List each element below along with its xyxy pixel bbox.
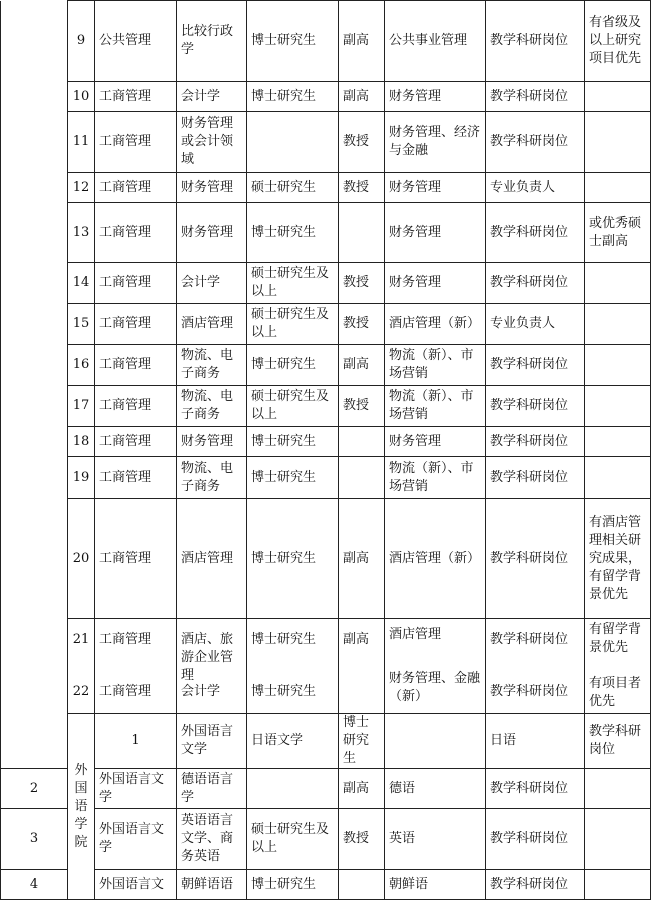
note-cell-pair: 有留学背景优先 有项目者优先 xyxy=(585,619,651,714)
title-cell-pair: 副高 xyxy=(339,619,385,714)
row-number: 14 xyxy=(68,263,95,304)
school-cell-top xyxy=(1,1,68,769)
row-number: 9 xyxy=(68,1,95,82)
post-cell: 教学科研岗位 xyxy=(486,203,585,263)
table-row xyxy=(1,304,651,345)
degree-cell: 博士研究生 xyxy=(247,499,339,619)
degree-cell: 博士研究生 xyxy=(247,203,339,263)
direction-cell: 财务管理 xyxy=(385,173,486,203)
degree-cell: 博士研究生 xyxy=(339,714,385,769)
direction-cell: 英语 xyxy=(385,809,486,870)
major-cell: 英语语言文学、商务英语 xyxy=(177,809,247,870)
note-cell xyxy=(585,870,651,900)
direction-cell: 酒店管理（新） xyxy=(385,499,486,619)
major-cell: 比较行政学 xyxy=(177,1,247,82)
table-row xyxy=(1,112,651,173)
title-cell xyxy=(339,427,385,457)
post-cell: 教学科研岗位 xyxy=(486,112,585,173)
table-row xyxy=(1,1,651,82)
row-number: 1 xyxy=(95,714,177,769)
direction-cell: 物流（新）、市场营销 xyxy=(385,345,486,386)
row-number: 20 xyxy=(68,499,95,619)
title-cell: 教授 xyxy=(339,304,385,345)
post-cell: 教学科研岗位 xyxy=(486,82,585,112)
major-cell: 财务管理或会计领域 xyxy=(177,112,247,173)
direction-cell: 财务管理、经济与金融 xyxy=(385,112,486,173)
major-cell: 会计学 xyxy=(177,263,247,304)
degree-cell-pair: 博士研究生 博士研究生 xyxy=(247,619,339,714)
direction-cell: 朝鲜语 xyxy=(385,870,486,900)
dept-cell: 工商管理 xyxy=(95,304,177,345)
row-number: 16 xyxy=(68,345,95,386)
row-number: 15 xyxy=(68,304,95,345)
degree-cell xyxy=(247,769,339,809)
dept-cell: 工商管理 xyxy=(95,457,177,499)
row-number: 2 xyxy=(1,769,68,809)
major-cell: 日语文学 xyxy=(247,714,339,769)
title-cell xyxy=(385,714,486,769)
title-cell xyxy=(339,203,385,263)
row-number: 19 xyxy=(68,457,95,499)
post-cell: 教学科研岗位 xyxy=(486,457,585,499)
note-cell: 有省级及以上研究项目优先 xyxy=(585,1,651,82)
direction-cell: 财务管理 xyxy=(385,427,486,457)
dept-cell: 外国语言文学 xyxy=(177,714,247,769)
post-cell: 教学科研岗位 xyxy=(585,714,651,769)
table-row xyxy=(1,386,651,427)
degree-cell: 硕士研究生及以上 xyxy=(247,263,339,304)
post-cell: 教学科研岗位 xyxy=(486,870,585,900)
direction-cell: 物流（新）、市场营销 xyxy=(385,457,486,499)
title-cell: 副高 xyxy=(339,499,385,619)
dept-cell-pair: 工商管理 工商管理 xyxy=(95,619,177,714)
note-cell xyxy=(585,263,651,304)
major-cell: 财务管理 xyxy=(177,173,247,203)
school-cell: 外国语学院 xyxy=(68,714,95,900)
title-cell: 副高 xyxy=(339,82,385,112)
note-cell xyxy=(585,769,651,809)
major-cell: 物流、电子商务 xyxy=(177,345,247,386)
post-cell: 教学科研岗位 xyxy=(486,386,585,427)
row-number: 17 xyxy=(68,386,95,427)
major-cell: 物流、电子商务 xyxy=(177,457,247,499)
dept-cell: 外国语言文学 xyxy=(95,769,177,809)
title-cell: 教授 xyxy=(339,263,385,304)
row-number: 3 xyxy=(1,809,68,870)
title-cell xyxy=(339,870,385,900)
table-row xyxy=(1,499,651,619)
post-cell: 教学科研岗位 xyxy=(486,809,585,870)
table-row xyxy=(1,769,651,809)
post-cell: 教学科研岗位 xyxy=(486,427,585,457)
direction-cell: 日语 xyxy=(486,714,585,769)
table-row xyxy=(1,714,651,769)
dept-cell: 工商管理 xyxy=(95,112,177,173)
table-row xyxy=(1,173,651,203)
degree-cell: 硕士研究生 xyxy=(247,173,339,203)
title-cell: 副高 xyxy=(339,345,385,386)
title-cell: 副高 xyxy=(339,1,385,82)
row-number-pair: 21 22 xyxy=(68,619,95,714)
note-cell xyxy=(585,386,651,427)
table-row xyxy=(1,203,651,263)
table-row xyxy=(1,345,651,386)
degree-cell: 硕士研究生及以上 xyxy=(247,386,339,427)
post-cell-pair: 教学科研岗位 教学科研岗位 xyxy=(486,619,585,714)
direction-cell: 财务管理 xyxy=(385,263,486,304)
post-cell: 专业负责人 xyxy=(486,173,585,203)
direction-cell: 公共事业管理 xyxy=(385,1,486,82)
title-cell: 副高 xyxy=(339,769,385,809)
note-cell xyxy=(585,82,651,112)
degree-cell: 博士研究生 xyxy=(247,345,339,386)
title-cell: 教授 xyxy=(339,173,385,203)
dept-cell: 公共管理 xyxy=(95,1,177,82)
major-cell: 财务管理 xyxy=(177,427,247,457)
direction-cell: 酒店管理（新） xyxy=(385,304,486,345)
major-cell: 德语语言学 xyxy=(177,769,247,809)
degree-cell: 硕士研究生及以上 xyxy=(247,809,339,870)
table-row xyxy=(1,82,651,112)
table-row xyxy=(1,619,651,714)
post-cell: 教学科研岗位 xyxy=(486,769,585,809)
direction-cell-pair: 酒店管理 财务管理、金融（新） xyxy=(385,619,486,714)
row-number: 12 xyxy=(68,173,95,203)
table-row xyxy=(1,427,651,457)
dept-cell: 工商管理 xyxy=(95,386,177,427)
dept-cell: 工商管理 xyxy=(95,499,177,619)
post-cell: 教学科研岗位 xyxy=(486,1,585,82)
note-cell: 或优秀硕士副高 xyxy=(585,203,651,263)
table-row xyxy=(1,870,651,900)
title-cell: 教授 xyxy=(339,809,385,870)
title-cell: 教授 xyxy=(339,112,385,173)
row-number: 11 xyxy=(68,112,95,173)
major-cell: 会计学 xyxy=(177,82,247,112)
major-cell: 朝鲜语语 xyxy=(177,870,247,900)
dept-cell: 工商管理 xyxy=(95,173,177,203)
major-cell: 物流、电子商务 xyxy=(177,386,247,427)
note-cell xyxy=(585,427,651,457)
major-cell: 财务管理 xyxy=(177,203,247,263)
degree-cell: 博士研究生 xyxy=(247,1,339,82)
degree-cell: 硕士研究生及以上 xyxy=(247,304,339,345)
table-row xyxy=(1,457,651,499)
direction-cell: 财务管理 xyxy=(385,203,486,263)
title-cell: 教授 xyxy=(339,386,385,427)
note-cell xyxy=(585,457,651,499)
direction-cell: 财务管理 xyxy=(385,82,486,112)
row-number: 13 xyxy=(68,203,95,263)
note-cell xyxy=(585,345,651,386)
dept-cell: 外国语言文学 xyxy=(95,809,177,870)
dept-cell: 工商管理 xyxy=(95,82,177,112)
major-cell-pair: 酒店、旅游企业管理 会计学 xyxy=(177,619,247,714)
dept-cell: 外国语言文 xyxy=(95,870,177,900)
degree-cell: 博士研究生 xyxy=(247,82,339,112)
note-cell xyxy=(585,809,651,870)
note-cell xyxy=(585,173,651,203)
post-cell: 教学科研岗位 xyxy=(486,499,585,619)
major-cell: 酒店管理 xyxy=(177,499,247,619)
post-cell: 教学科研岗位 xyxy=(486,345,585,386)
degree-cell xyxy=(247,112,339,173)
post-cell: 教学科研岗位 xyxy=(486,263,585,304)
dept-cell: 工商管理 xyxy=(95,263,177,304)
title-cell xyxy=(339,457,385,499)
dept-cell: 工商管理 xyxy=(95,203,177,263)
direction-cell: 德语 xyxy=(385,769,486,809)
table-row xyxy=(1,809,651,870)
degree-cell: 博士研究生 xyxy=(247,457,339,499)
note-cell xyxy=(585,304,651,345)
dept-cell: 工商管理 xyxy=(95,345,177,386)
row-number: 18 xyxy=(68,427,95,457)
row-number: 10 xyxy=(68,82,95,112)
row-number: 4 xyxy=(1,870,68,900)
direction-cell: 物流（新）、市场营销 xyxy=(385,386,486,427)
degree-cell: 博士研究生 xyxy=(247,427,339,457)
major-cell: 酒店管理 xyxy=(177,304,247,345)
post-cell: 专业负责人 xyxy=(486,304,585,345)
dept-cell: 工商管理 xyxy=(95,427,177,457)
note-cell xyxy=(585,112,651,173)
table-row xyxy=(1,263,651,304)
degree-cell: 博士研究生 xyxy=(247,870,339,900)
note-cell: 有酒店管理相关研究成果，有留学背景优先 xyxy=(585,499,651,619)
